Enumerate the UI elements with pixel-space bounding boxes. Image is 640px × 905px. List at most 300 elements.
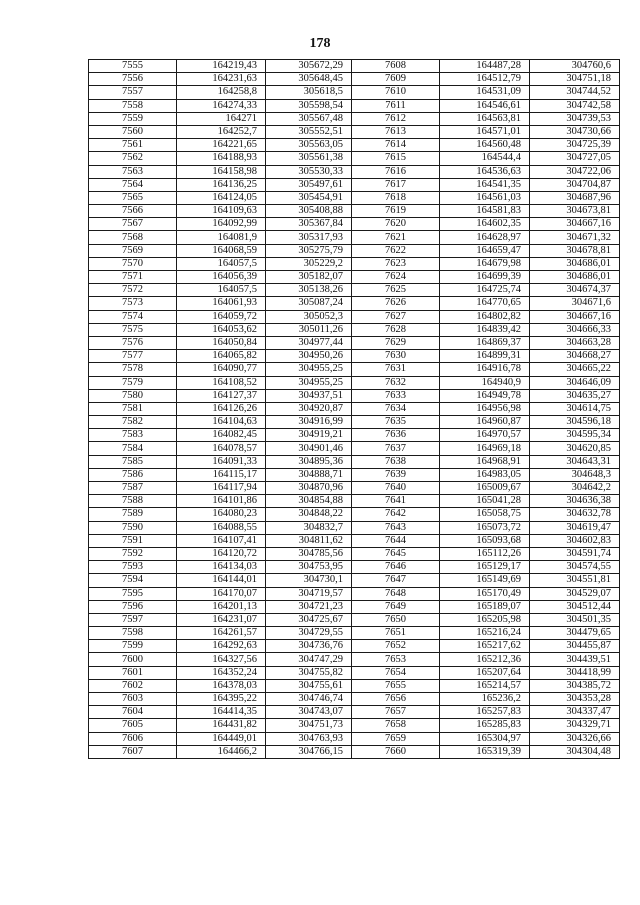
y-right-cell: 304667,16 [530, 310, 620, 323]
x-left-cell: 164120,72 [177, 547, 266, 560]
x-right-cell: 164512,79 [440, 73, 530, 86]
point-id-left-cell: 7602 [89, 679, 177, 692]
x-right-cell: 164699,39 [440, 271, 530, 284]
x-right-cell: 165041,28 [440, 495, 530, 508]
y-left-cell: 305648,45 [266, 73, 352, 86]
x-left-cell: 164352,24 [177, 666, 266, 679]
y-right-cell: 304686,01 [530, 257, 620, 270]
point-id-left-cell: 7582 [89, 416, 177, 429]
point-id-left-cell: 7555 [89, 60, 177, 73]
point-id-right-cell: 7620 [352, 218, 440, 231]
y-left-cell: 305567,48 [266, 112, 352, 125]
y-left-cell: 304955,25 [266, 376, 352, 389]
table-row [89, 165, 620, 178]
x-right-cell: 164563,81 [440, 112, 530, 125]
point-id-right-cell: 7647 [352, 574, 440, 587]
y-right-cell: 304591,74 [530, 547, 620, 560]
point-id-left-cell: 7598 [89, 627, 177, 640]
point-id-right-cell: 7622 [352, 244, 440, 257]
y-left-cell: 304901,46 [266, 442, 352, 455]
x-left-cell: 164053,62 [177, 323, 266, 336]
x-right-cell: 164628,97 [440, 231, 530, 244]
point-id-right-cell: 7637 [352, 442, 440, 455]
x-left-cell: 164127,37 [177, 389, 266, 402]
point-id-left-cell: 7590 [89, 521, 177, 534]
point-id-right-cell: 7608 [352, 60, 440, 73]
table-row [89, 600, 620, 613]
x-left-cell: 164065,82 [177, 350, 266, 363]
x-right-cell: 164531,09 [440, 86, 530, 99]
point-id-right-cell: 7636 [352, 429, 440, 442]
x-right-cell: 164602,35 [440, 218, 530, 231]
y-right-cell: 304635,27 [530, 389, 620, 402]
point-id-right-cell: 7648 [352, 587, 440, 600]
y-left-cell: 304755,82 [266, 666, 352, 679]
point-id-right-cell: 7655 [352, 679, 440, 692]
point-id-left-cell: 7556 [89, 73, 177, 86]
y-left-cell: 305530,33 [266, 165, 352, 178]
x-right-cell: 165214,57 [440, 679, 530, 692]
y-right-cell: 304760,6 [530, 60, 620, 73]
table-row [89, 574, 620, 587]
x-right-cell: 165212,36 [440, 653, 530, 666]
y-left-cell: 304751,73 [266, 719, 352, 732]
point-id-right-cell: 7627 [352, 310, 440, 323]
x-right-cell: 164561,03 [440, 191, 530, 204]
y-left-cell: 304811,62 [266, 534, 352, 547]
y-left-cell: 304763,93 [266, 732, 352, 745]
x-right-cell: 164560,48 [440, 139, 530, 152]
y-right-cell: 304663,28 [530, 336, 620, 349]
point-id-left-cell: 7586 [89, 468, 177, 481]
table-row [89, 363, 620, 376]
y-right-cell: 304329,71 [530, 719, 620, 732]
point-id-right-cell: 7611 [352, 99, 440, 112]
y-right-cell: 304337,47 [530, 706, 620, 719]
y-left-cell: 305563,05 [266, 139, 352, 152]
point-id-right-cell: 7660 [352, 745, 440, 758]
table-row [89, 231, 620, 244]
point-id-left-cell: 7600 [89, 653, 177, 666]
x-left-cell: 164261,57 [177, 627, 266, 640]
y-right-cell: 304304,48 [530, 745, 620, 758]
x-right-cell: 164679,98 [440, 257, 530, 270]
y-right-cell: 304595,34 [530, 429, 620, 442]
y-right-cell: 304671,6 [530, 297, 620, 310]
x-left-cell: 164327,56 [177, 653, 266, 666]
point-id-left-cell: 7592 [89, 547, 177, 560]
table-row [89, 99, 620, 112]
point-id-right-cell: 7614 [352, 139, 440, 152]
point-id-left-cell: 7576 [89, 336, 177, 349]
y-left-cell: 305182,07 [266, 271, 352, 284]
page-number: 178 [309, 36, 331, 51]
table-row [89, 521, 620, 534]
y-right-cell: 304455,87 [530, 640, 620, 653]
x-right-cell: 164544,4 [440, 152, 530, 165]
point-id-right-cell: 7631 [352, 363, 440, 376]
x-right-cell: 165205,98 [440, 613, 530, 626]
y-left-cell: 304725,67 [266, 613, 352, 626]
y-left-cell: 305367,84 [266, 218, 352, 231]
x-left-cell: 164091,33 [177, 455, 266, 468]
x-right-cell: 164949,78 [440, 389, 530, 402]
y-right-cell: 304739,53 [530, 112, 620, 125]
table-row [89, 416, 620, 429]
point-id-right-cell: 7616 [352, 165, 440, 178]
table-row [89, 297, 620, 310]
point-id-left-cell: 7583 [89, 429, 177, 442]
point-id-left-cell: 7603 [89, 693, 177, 706]
y-left-cell: 304729,55 [266, 627, 352, 640]
x-right-cell: 165129,17 [440, 561, 530, 574]
y-right-cell: 304648,3 [530, 468, 620, 481]
point-id-right-cell: 7621 [352, 231, 440, 244]
x-left-cell: 164108,52 [177, 376, 266, 389]
point-id-left-cell: 7566 [89, 205, 177, 218]
x-right-cell: 165149,69 [440, 574, 530, 587]
y-right-cell: 304725,39 [530, 139, 620, 152]
table-row [89, 178, 620, 191]
table-row [89, 244, 620, 257]
x-left-cell: 164431,82 [177, 719, 266, 732]
x-left-cell: 164092,99 [177, 218, 266, 231]
x-right-cell: 164581,83 [440, 205, 530, 218]
x-left-cell: 164231,07 [177, 613, 266, 626]
point-id-right-cell: 7652 [352, 640, 440, 653]
table-row [89, 666, 620, 679]
table-row [89, 323, 620, 336]
table-row [89, 336, 620, 349]
y-right-cell: 304744,52 [530, 86, 620, 99]
y-right-cell: 304642,2 [530, 482, 620, 495]
table-row [89, 429, 620, 442]
x-right-cell: 164725,74 [440, 284, 530, 297]
point-id-left-cell: 7559 [89, 112, 177, 125]
x-right-cell: 165093,68 [440, 534, 530, 547]
y-right-cell: 304668,27 [530, 350, 620, 363]
x-right-cell: 164956,98 [440, 402, 530, 415]
table-row [89, 218, 620, 231]
point-id-left-cell: 7570 [89, 257, 177, 270]
point-id-right-cell: 7654 [352, 666, 440, 679]
y-right-cell: 304479,65 [530, 627, 620, 640]
point-id-right-cell: 7624 [352, 271, 440, 284]
coordinates-table-body [89, 60, 620, 759]
table-row [89, 442, 620, 455]
table-row [89, 271, 620, 284]
point-id-left-cell: 7579 [89, 376, 177, 389]
table-row [89, 653, 620, 666]
y-right-cell: 304620,85 [530, 442, 620, 455]
y-right-cell: 304673,81 [530, 205, 620, 218]
table-row [89, 139, 620, 152]
x-left-cell: 164170,07 [177, 587, 266, 600]
y-left-cell: 304785,56 [266, 547, 352, 560]
y-right-cell: 304574,55 [530, 561, 620, 574]
y-left-cell: 305138,26 [266, 284, 352, 297]
y-right-cell: 304353,28 [530, 693, 620, 706]
y-left-cell: 305561,38 [266, 152, 352, 165]
x-left-cell: 164082,45 [177, 429, 266, 442]
y-left-cell: 305618,5 [266, 86, 352, 99]
y-left-cell: 305672,29 [266, 60, 352, 73]
table-row [89, 719, 620, 732]
x-left-cell: 164144,01 [177, 574, 266, 587]
y-left-cell: 304719,57 [266, 587, 352, 600]
x-left-cell: 164134,03 [177, 561, 266, 574]
y-left-cell: 305408,88 [266, 205, 352, 218]
y-right-cell: 304614,75 [530, 402, 620, 415]
point-id-right-cell: 7613 [352, 125, 440, 138]
table-row [89, 86, 620, 99]
table-row [89, 112, 620, 125]
x-left-cell: 164221,65 [177, 139, 266, 152]
table-row [89, 125, 620, 138]
table-row [89, 613, 620, 626]
point-id-left-cell: 7571 [89, 271, 177, 284]
x-left-cell: 164219,43 [177, 60, 266, 73]
point-id-left-cell: 7595 [89, 587, 177, 600]
x-left-cell: 164449,01 [177, 732, 266, 745]
x-right-cell: 165207,64 [440, 666, 530, 679]
x-left-cell: 164115,17 [177, 468, 266, 481]
y-left-cell: 304916,99 [266, 416, 352, 429]
x-right-cell: 164916,78 [440, 363, 530, 376]
y-left-cell: 304895,36 [266, 455, 352, 468]
point-id-right-cell: 7649 [352, 600, 440, 613]
point-id-right-cell: 7630 [352, 350, 440, 363]
table-row [89, 152, 620, 165]
point-id-left-cell: 7580 [89, 389, 177, 402]
table-row [89, 679, 620, 692]
x-left-cell: 164061,93 [177, 297, 266, 310]
point-id-left-cell: 7601 [89, 666, 177, 679]
x-right-cell: 164970,57 [440, 429, 530, 442]
point-id-left-cell: 7604 [89, 706, 177, 719]
y-left-cell: 304721,23 [266, 600, 352, 613]
y-left-cell: 305011,26 [266, 323, 352, 336]
point-id-left-cell: 7593 [89, 561, 177, 574]
x-right-cell: 164571,01 [440, 125, 530, 138]
x-left-cell: 164104,63 [177, 416, 266, 429]
x-left-cell: 164107,41 [177, 534, 266, 547]
x-right-cell: 164869,37 [440, 336, 530, 349]
table-row [89, 732, 620, 745]
y-left-cell: 305598,54 [266, 99, 352, 112]
point-id-left-cell: 7574 [89, 310, 177, 323]
table-row [89, 73, 620, 86]
y-right-cell: 304529,07 [530, 587, 620, 600]
point-id-right-cell: 7618 [352, 191, 440, 204]
point-id-left-cell: 7594 [89, 574, 177, 587]
x-right-cell: 164983,05 [440, 468, 530, 481]
y-right-cell: 304326,66 [530, 732, 620, 745]
point-id-left-cell: 7557 [89, 86, 177, 99]
table-row [89, 534, 620, 547]
table-row [89, 257, 620, 270]
x-right-cell: 165189,07 [440, 600, 530, 613]
y-left-cell: 304870,96 [266, 482, 352, 495]
table-row [89, 627, 620, 640]
point-id-right-cell: 7639 [352, 468, 440, 481]
point-id-right-cell: 7658 [352, 719, 440, 732]
y-left-cell: 304755,61 [266, 679, 352, 692]
point-id-right-cell: 7643 [352, 521, 440, 534]
y-left-cell: 305052,3 [266, 310, 352, 323]
y-right-cell: 304751,18 [530, 73, 620, 86]
x-right-cell: 165319,39 [440, 745, 530, 758]
x-left-cell: 164057,5 [177, 284, 266, 297]
point-id-right-cell: 7641 [352, 495, 440, 508]
x-left-cell: 164201,13 [177, 600, 266, 613]
point-id-right-cell: 7659 [352, 732, 440, 745]
x-left-cell: 164158,98 [177, 165, 266, 178]
y-right-cell: 304439,51 [530, 653, 620, 666]
point-id-right-cell: 7644 [352, 534, 440, 547]
x-right-cell: 165112,26 [440, 547, 530, 560]
point-id-right-cell: 7610 [352, 86, 440, 99]
x-right-cell: 164770,65 [440, 297, 530, 310]
x-left-cell: 164231,63 [177, 73, 266, 86]
y-right-cell: 304632,78 [530, 508, 620, 521]
y-left-cell: 304832,7 [266, 521, 352, 534]
y-right-cell: 304512,44 [530, 600, 620, 613]
y-right-cell: 304671,32 [530, 231, 620, 244]
x-right-cell: 164802,82 [440, 310, 530, 323]
x-left-cell: 164059,72 [177, 310, 266, 323]
x-left-cell: 164068,59 [177, 244, 266, 257]
y-right-cell: 304730,66 [530, 125, 620, 138]
x-left-cell: 164057,5 [177, 257, 266, 270]
y-left-cell: 304977,44 [266, 336, 352, 349]
y-right-cell: 304602,83 [530, 534, 620, 547]
y-right-cell: 304665,22 [530, 363, 620, 376]
y-right-cell: 304678,81 [530, 244, 620, 257]
table-row [89, 745, 620, 758]
table-row [89, 389, 620, 402]
y-left-cell: 304766,15 [266, 745, 352, 758]
y-left-cell: 304746,74 [266, 693, 352, 706]
table-row [89, 60, 620, 73]
point-id-right-cell: 7623 [352, 257, 440, 270]
y-left-cell: 304950,26 [266, 350, 352, 363]
y-right-cell: 304619,47 [530, 521, 620, 534]
y-right-cell: 304643,31 [530, 455, 620, 468]
x-right-cell: 164659,47 [440, 244, 530, 257]
point-id-right-cell: 7629 [352, 336, 440, 349]
y-left-cell: 304937,51 [266, 389, 352, 402]
y-left-cell: 304920,87 [266, 402, 352, 415]
y-left-cell: 304747,29 [266, 653, 352, 666]
y-right-cell: 304704,87 [530, 178, 620, 191]
point-id-right-cell: 7657 [352, 706, 440, 719]
y-left-cell: 305497,61 [266, 178, 352, 191]
x-left-cell: 164188,93 [177, 152, 266, 165]
y-right-cell: 304551,81 [530, 574, 620, 587]
y-left-cell: 305229,2 [266, 257, 352, 270]
x-right-cell: 164536,63 [440, 165, 530, 178]
y-left-cell: 304919,21 [266, 429, 352, 442]
x-right-cell: 165236,2 [440, 693, 530, 706]
y-left-cell: 304955,25 [266, 363, 352, 376]
x-left-cell: 164378,03 [177, 679, 266, 692]
y-left-cell: 305275,79 [266, 244, 352, 257]
point-id-left-cell: 7588 [89, 495, 177, 508]
point-id-right-cell: 7640 [352, 482, 440, 495]
point-id-left-cell: 7558 [89, 99, 177, 112]
y-right-cell: 304727,05 [530, 152, 620, 165]
y-left-cell: 304743,07 [266, 706, 352, 719]
point-id-right-cell: 7626 [352, 297, 440, 310]
table-row [89, 455, 620, 468]
x-right-cell: 165217,62 [440, 640, 530, 653]
point-id-left-cell: 7605 [89, 719, 177, 732]
x-left-cell: 164078,57 [177, 442, 266, 455]
y-right-cell: 304385,72 [530, 679, 620, 692]
table-row [89, 547, 620, 560]
y-left-cell: 304854,88 [266, 495, 352, 508]
table-row [89, 508, 620, 521]
point-id-right-cell: 7615 [352, 152, 440, 165]
point-id-right-cell: 7632 [352, 376, 440, 389]
table-row [89, 310, 620, 323]
y-right-cell: 304596,18 [530, 416, 620, 429]
point-id-left-cell: 7577 [89, 350, 177, 363]
x-right-cell: 165170,49 [440, 587, 530, 600]
point-id-left-cell: 7607 [89, 745, 177, 758]
point-id-left-cell: 7568 [89, 231, 177, 244]
point-id-right-cell: 7642 [352, 508, 440, 521]
table-row [89, 468, 620, 481]
x-right-cell: 164839,42 [440, 323, 530, 336]
point-id-right-cell: 7656 [352, 693, 440, 706]
point-id-left-cell: 7573 [89, 297, 177, 310]
y-right-cell: 304674,37 [530, 284, 620, 297]
x-right-cell: 164899,31 [440, 350, 530, 363]
point-id-right-cell: 7650 [352, 613, 440, 626]
y-right-cell: 304687,96 [530, 191, 620, 204]
point-id-right-cell: 7638 [352, 455, 440, 468]
x-right-cell: 164940,9 [440, 376, 530, 389]
point-id-left-cell: 7597 [89, 613, 177, 626]
point-id-left-cell: 7596 [89, 600, 177, 613]
x-right-cell: 165073,72 [440, 521, 530, 534]
x-right-cell: 165257,83 [440, 706, 530, 719]
x-left-cell: 164124,05 [177, 191, 266, 204]
y-right-cell: 304666,33 [530, 323, 620, 336]
table-row [89, 561, 620, 574]
point-id-right-cell: 7612 [352, 112, 440, 125]
point-id-left-cell: 7575 [89, 323, 177, 336]
y-right-cell: 304667,16 [530, 218, 620, 231]
x-left-cell: 164117,94 [177, 482, 266, 495]
point-id-right-cell: 7609 [352, 73, 440, 86]
y-left-cell: 304736,76 [266, 640, 352, 653]
point-id-left-cell: 7561 [89, 139, 177, 152]
y-left-cell: 305552,51 [266, 125, 352, 138]
point-id-left-cell: 7572 [89, 284, 177, 297]
point-id-right-cell: 7653 [352, 653, 440, 666]
x-left-cell: 164050,84 [177, 336, 266, 349]
table-row [89, 284, 620, 297]
point-id-right-cell: 7634 [352, 402, 440, 415]
x-left-cell: 164271 [177, 112, 266, 125]
point-id-left-cell: 7563 [89, 165, 177, 178]
x-left-cell: 164395,22 [177, 693, 266, 706]
x-left-cell: 164136,25 [177, 178, 266, 191]
point-id-left-cell: 7606 [89, 732, 177, 745]
